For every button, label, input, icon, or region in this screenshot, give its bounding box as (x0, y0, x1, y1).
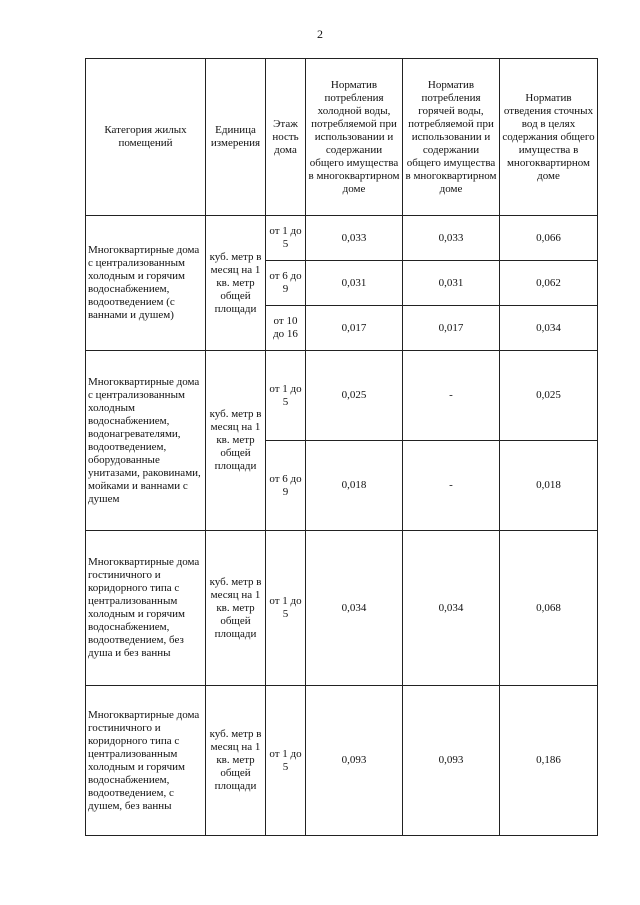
category-cell: Многоквартирные дома с централизованным холодным водоснабжением, водонагревателями, водоотведением, оборудованные унитазами, раковинами, мойками и ваннами с душем (86, 351, 206, 531)
hot-water-cell: 0,017 (403, 306, 500, 351)
category-cell: Многоквартирные дома с централизованным холодным и горячим водоснабжением, водоотведением (с ваннами и душем) (86, 216, 206, 351)
waste-water-cell: 0,025 (500, 351, 598, 441)
floors-cell: от 10 до 16 (266, 306, 306, 351)
floors-cell: от 1 до 5 (266, 686, 306, 836)
table-row (86, 351, 598, 441)
category-cell: Многоквартирные дома гостиничного и коридорного типа с централизованным холодным и горячим водоснабжением, водоотведением, без душа и без ванны (86, 531, 206, 686)
cold-water-cell: 0,034 (306, 531, 403, 686)
header-hot-water: Норматив потребления горячей воды, потребляемой при использовании и содержании общего имущества в многоквартирном доме (403, 59, 500, 216)
header-floors: Этаж ность дома (266, 59, 306, 216)
cold-water-cell: 0,018 (306, 441, 403, 531)
table-header-row (86, 59, 598, 216)
cold-water-cell: 0,093 (306, 686, 403, 836)
waste-water-cell: 0,034 (500, 306, 598, 351)
table-row (86, 216, 598, 261)
waste-water-cell: 0,018 (500, 441, 598, 531)
hot-water-cell: 0,031 (403, 261, 500, 306)
table-row (86, 531, 598, 686)
cold-water-cell: 0,025 (306, 351, 403, 441)
waste-water-cell: 0,186 (500, 686, 598, 836)
floors-cell: от 1 до 5 (266, 351, 306, 441)
cold-water-cell: 0,031 (306, 261, 403, 306)
unit-cell: куб. метр в месяц на 1 кв. метр общей площади (206, 686, 266, 836)
unit-cell: куб. метр в месяц на 1 кв. метр общей площади (206, 351, 266, 531)
header-unit: Единица измерения (206, 59, 266, 216)
floors-cell: от 1 до 5 (266, 216, 306, 261)
floors-cell: от 6 до 9 (266, 261, 306, 306)
cold-water-cell: 0,017 (306, 306, 403, 351)
hot-water-cell: - (403, 441, 500, 531)
hot-water-cell: - (403, 351, 500, 441)
header-cold-water: Норматив потребления холодной воды, потребляемой при использовании и содержании общего имущества в многоквартирном доме (306, 59, 403, 216)
waste-water-cell: 0,062 (500, 261, 598, 306)
table-row (86, 686, 598, 836)
category-cell: Многоквартирные дома гостиничного и коридорного типа с централизованным холодным и горячим водоснабжением, водоотведением, с душем, без ванны (86, 686, 206, 836)
hot-water-cell: 0,034 (403, 531, 500, 686)
hot-water-cell: 0,093 (403, 686, 500, 836)
waste-water-cell: 0,068 (500, 531, 598, 686)
floors-cell: от 6 до 9 (266, 441, 306, 531)
hot-water-cell: 0,033 (403, 216, 500, 261)
unit-cell: куб. метр в месяц на 1 кв. метр общей площади (206, 531, 266, 686)
waste-water-cell: 0,066 (500, 216, 598, 261)
header-category: Категория жилых помещений (86, 59, 206, 216)
page-number: 2 (317, 27, 323, 41)
water-norms-table (85, 58, 598, 836)
floors-cell: от 1 до 5 (266, 531, 306, 686)
cold-water-cell: 0,033 (306, 216, 403, 261)
unit-cell: куб. метр в месяц на 1 кв. метр общей площади (206, 216, 266, 351)
header-waste-water: Норматив отведения сточных вод в целях содержания общего имущества в многоквартирном доме (500, 59, 598, 216)
